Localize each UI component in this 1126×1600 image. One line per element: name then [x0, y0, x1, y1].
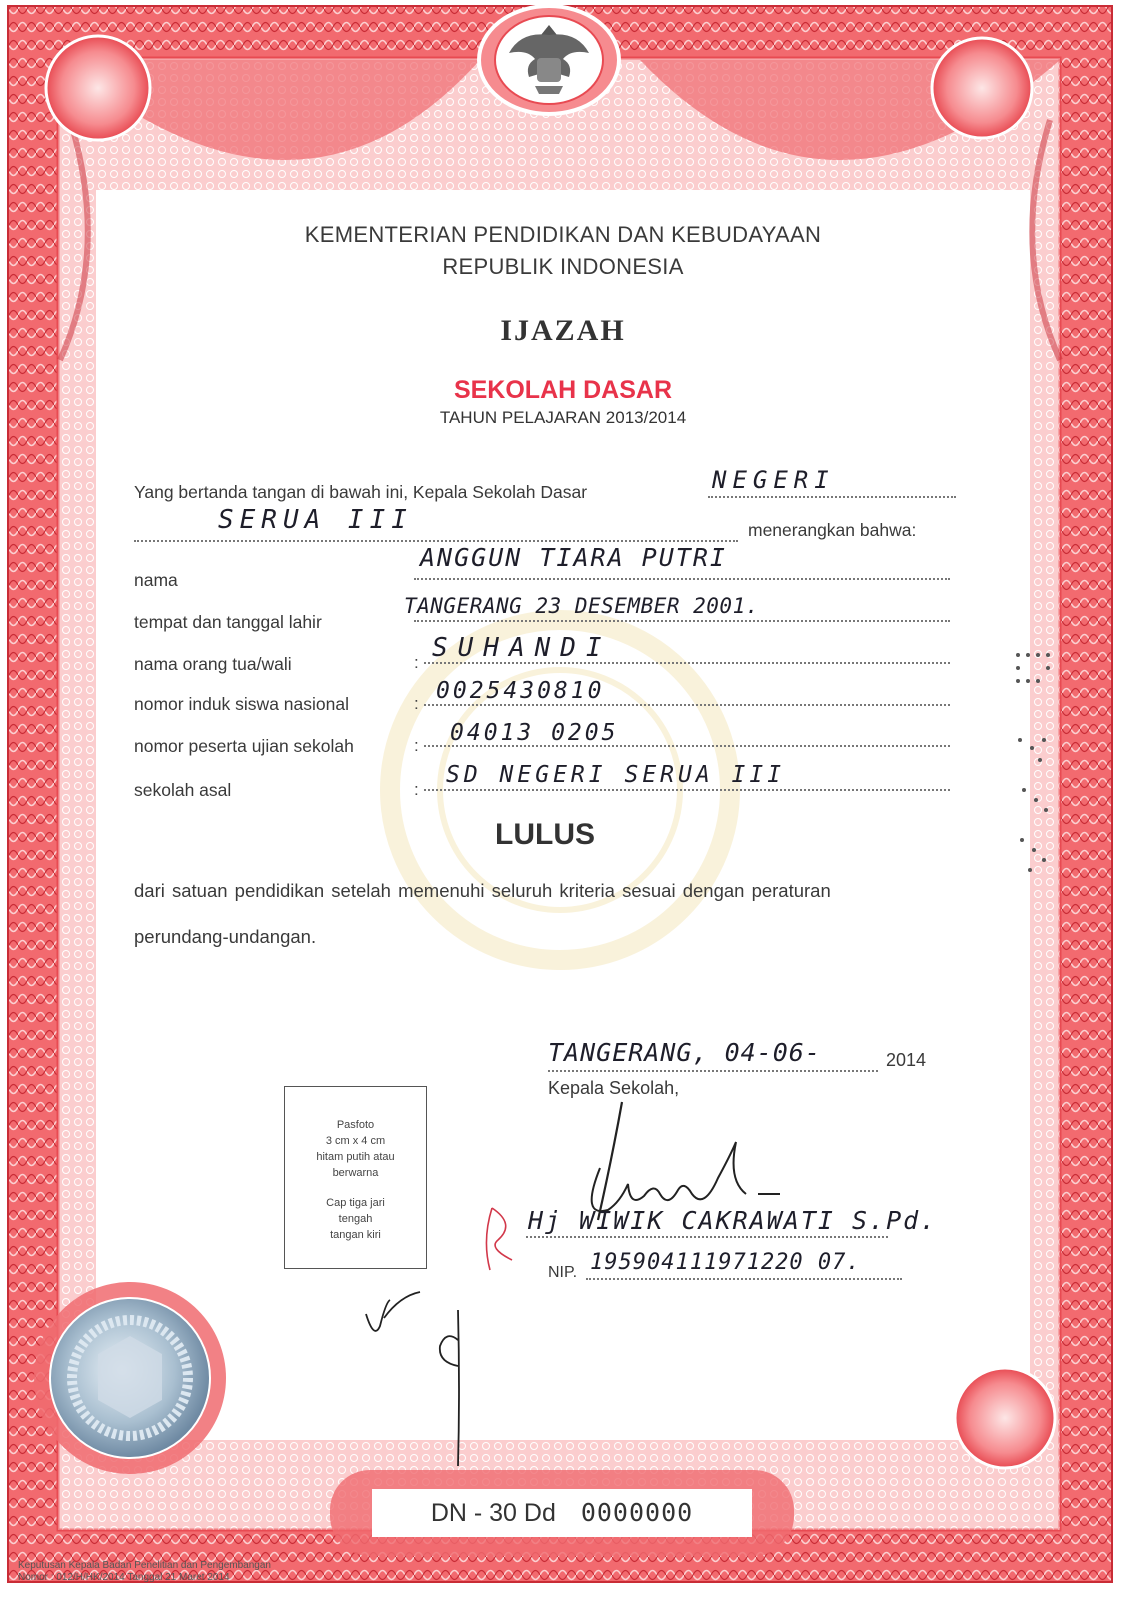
principal-nip: 195904111971220 07.	[590, 1250, 861, 1275]
school-name-part1: NEGERI	[712, 466, 835, 494]
certificate-title: IJAZAH	[500, 314, 626, 347]
field-label: nomor peserta ujian sekolah	[134, 736, 354, 756]
signature-place-date: TANGERANG, 04-06-	[548, 1038, 821, 1067]
footer-number: Nomor : 012/H/HK/2014 Tanggal 21 Maret 2014	[18, 1572, 230, 1583]
field-label: nama	[134, 570, 178, 590]
field-value: 04013 0205	[450, 720, 619, 746]
signature-role: Kepala Sekolah,	[548, 1078, 680, 1098]
field-value: SD NEGERI SERUA III	[446, 762, 786, 788]
field-value: TANGERANG 23 DESEMBER 2001.	[404, 594, 759, 618]
footer-decree: Keputusan Kepala Badan Penelitian dan Pengembangan	[18, 1560, 271, 1571]
photo-size: 3 cm x 4 cm	[325, 1135, 386, 1147]
field-label: nomor induk siswa nasional	[134, 694, 349, 714]
field-value: SUHANDI	[432, 633, 612, 663]
field-label: tempat dan tanggal lahir	[134, 612, 322, 632]
fingerprint-label-3: tangan kiri	[330, 1229, 381, 1241]
serial-number-box	[372, 1489, 752, 1537]
result-text: dari satuan pendidikan setelah memenuhi seluruh kriteria sesuai dengan peraturan	[134, 880, 831, 901]
ministry-heading: KEMENTERIAN PENDIDIKAN DAN KEBUDAYAAN	[304, 222, 822, 247]
photo-color-note: hitam putih atau	[316, 1151, 395, 1163]
photo-placeholder	[284, 1086, 427, 1269]
fingerprint-label: Cap tiga jari	[326, 1197, 385, 1209]
statement-explains: menerangkan bahwa:	[748, 520, 917, 540]
field-value: ANGGUN TIARA PUTRI	[420, 543, 727, 572]
serial-series: DN - 30 Dd	[430, 1499, 556, 1527]
field-label: sekolah asal	[134, 780, 232, 800]
school-level: SEKOLAH DASAR	[453, 376, 673, 404]
republic-heading: REPUBLIK INDONESIA	[442, 254, 684, 279]
paraf-marks	[360, 1270, 500, 1470]
photo-label: Pasfoto	[336, 1119, 375, 1131]
serial-number: 0000000	[580, 1498, 694, 1527]
nip-label: NIP.	[548, 1264, 578, 1281]
principal-name: Hj WIWIK CAKRAWATI S.Pd.	[528, 1206, 938, 1235]
signature-year: 2014	[886, 1050, 927, 1070]
result-status: LULUS	[495, 818, 595, 851]
field-label: nama orang tua/wali	[134, 654, 292, 674]
field-value: 0025430810	[436, 678, 605, 704]
result-text-cont: perundang-undangan.	[134, 926, 317, 947]
photo-color-note-2: berwarna	[332, 1167, 379, 1179]
fingerprint-label-2: tengah	[338, 1213, 373, 1225]
school-name-part2: SERUA III	[218, 505, 413, 535]
statement-intro: Yang bertanda tangan di bawah ini, Kepala Sekolah Dasar	[134, 482, 588, 502]
academic-year: TAHUN PELAJARAN 2013/2014	[439, 408, 687, 427]
